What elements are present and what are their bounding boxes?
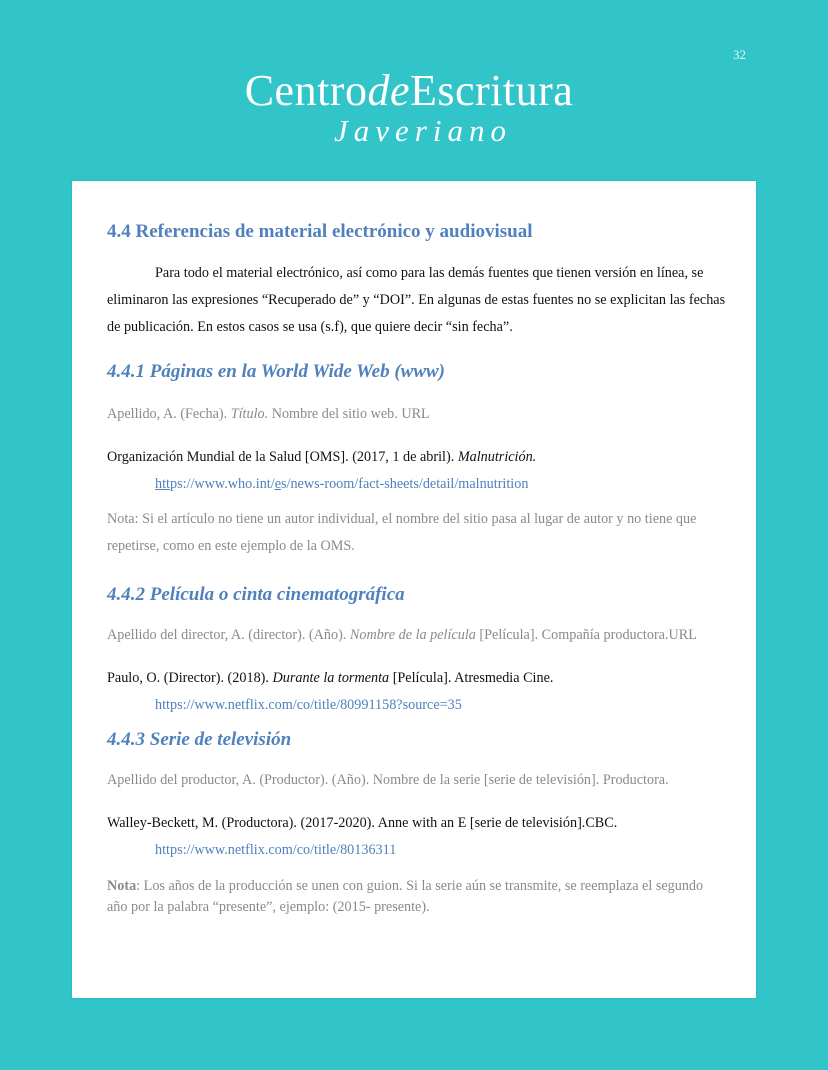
www-heading: 4.4.1 Páginas en la World Wide Web (www): [107, 361, 445, 382]
netflix-series-link[interactable]: https://www.netflix.com/co/title/80136311: [155, 842, 397, 858]
film-example-reference: [107, 665, 727, 719]
reference-text: Paulo, O. (Director). (2018).: [107, 670, 273, 686]
tv-heading: 4.4.3 Serie de televisión: [107, 729, 292, 750]
film-heading: 4.4.2 Película o cinta cinematográfica: [107, 584, 405, 605]
template-text: Nombre del sitio web. URL: [268, 406, 430, 422]
note-text: : Los años de la producción se unen con guion. Si la serie aún se transmite, se reemplaza el segundo año por la palabra “presente”, ejemplo: (2015- presente).: [107, 878, 704, 915]
logo-de: de: [367, 66, 410, 115]
section-heading: 4.4 Referencias de material electrónico y audiovisual: [107, 221, 533, 242]
note-label: Nota: [107, 878, 137, 894]
reference-title-italic: Durante la tormenta: [272, 670, 390, 686]
www-template-reference: [107, 401, 727, 428]
film-template-reference: [107, 622, 727, 649]
who-malnutrition-link[interactable]: https://www.who.int/es/news-room/fact-sheets/detail/malnutrition: [155, 476, 529, 492]
logo-centro: Centro: [244, 66, 368, 115]
template-text: [Película]. Compañía productora.URL: [475, 627, 697, 643]
template-text: Apellido del director, A. (director). (Año).: [107, 627, 350, 643]
reference-text: Organización Mundial de la Salud [OMS]. (2017, 1 de abril).: [107, 449, 458, 465]
template-title-italic: Nombre de la película: [349, 627, 476, 643]
reference-text: [Película]. Atresmedia Cine.: [389, 670, 554, 686]
tv-template-reference: Apellido del productor, A. (Productor). (Año). Nombre de la serie [serie de televisión]. Productora.: [107, 772, 669, 788]
template-title-italic: Título.: [230, 406, 269, 422]
www-note: Nota: Si el artículo no tiene un autor individual, el nombre del sitio pasa al lugar de autor y no tiene que repetirse, como en este ejemplo de la OMS.: [107, 511, 697, 554]
logo-escritura: Escritura: [409, 66, 574, 115]
document-card: [72, 181, 756, 998]
www-example-reference: [107, 444, 727, 498]
logo-javeriano: Javeriano: [334, 113, 512, 148]
tv-example-reference: [107, 810, 727, 864]
netflix-film-link[interactable]: https://www.netflix.com/co/title/80991158?source=35: [155, 697, 462, 713]
tv-note: [107, 876, 727, 918]
reference-text: Walley-Beckett, M. (Productora). (2017-2020). Anne with an E [serie de televisión].CBC.: [107, 815, 618, 831]
document-content: [107, 219, 727, 918]
section-intro-paragraph: Para todo el material electrónico, así como para las demás fuentes que tienen versión en línea, se eliminaron las expresiones “Recuperado de” y “DOI”. En algunas de estas fuentes no se explicitan las fechas de publicación. En estos casos se usa (s.f), que quiere decir “sin fecha”.: [107, 265, 726, 335]
reference-title-italic: Malnutrición.: [457, 449, 537, 465]
template-text: Apellido, A. (Fecha).: [107, 406, 231, 422]
centro-de-escritura-logo: [0, 66, 828, 146]
page-number: 32: [733, 47, 746, 62]
logo-title: [0, 66, 828, 116]
